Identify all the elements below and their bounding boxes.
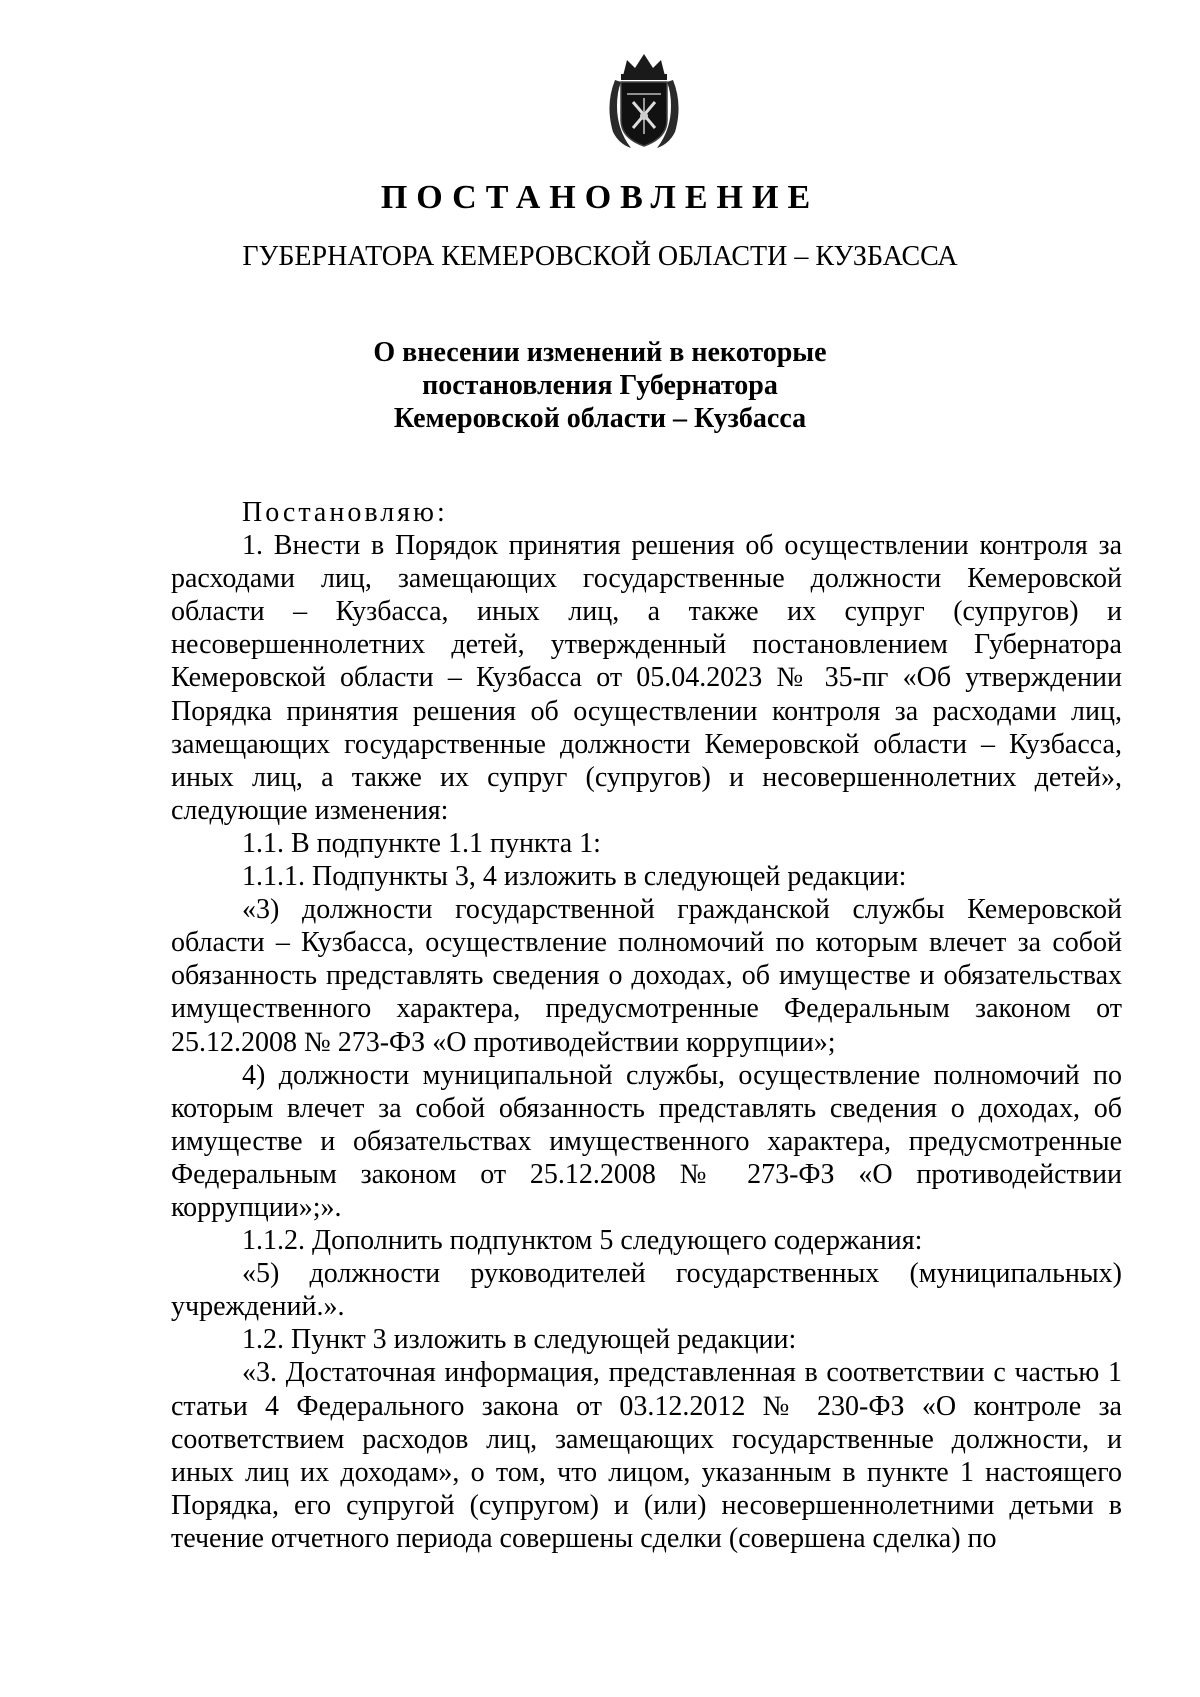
document-title: ПОСТАНОВЛЕНИЕ xyxy=(380,179,820,216)
heading-line: Кемеровской области – Кузбасса xyxy=(393,403,807,434)
document-subtitle: ГУБЕРНАТОРА КЕМЕРОВСКОЙ ОБЛАСТИ – КУЗБАССА xyxy=(242,241,958,272)
body-paragraph: Постановляю: xyxy=(242,497,448,528)
document-heading xyxy=(0,336,1200,435)
heading-line: О внесении изменений в некоторые xyxy=(373,337,827,368)
body-paragraph: 1.1.2. Дополнить подпунктом 5 следующего содержания: xyxy=(242,1225,923,1257)
body-paragraph: «5) должности руководителей государственных (муниципальных) учреждений.». xyxy=(171,1258,1122,1323)
body-paragraph: 1. Внести в Порядок принятия решения об осуществлении контроля за расходами лиц, замещающих государственные должности Кемеровской области – Кузбасса, иных лиц, а также их супруг (супругов) и несовершеннолетних детей, утвержденный постановлением Губернатора Кемеровской области – Кузбасса от 05.04.2023 № 35-пг «Об утверждении Порядка принятия решения об осуществлении контроля за расходами лиц, замещающих государственные должности Кемеровской области – Кузбасса, иных лиц, а также их супруг (супругов) и несовершеннолетних детей», следующие изменения: xyxy=(171,530,1122,826)
body-paragraph: 1.2. Пункт 3 изложить в следующей редакции: xyxy=(242,1324,797,1356)
heading-line: постановления Губернатора xyxy=(422,370,778,401)
body-paragraph: «3. Достаточная информация, представленная в соответствии с частью 1 статьи 4 Федерального закона от 03.12.2012 № 230-ФЗ «О контроле за соответствием расходов лиц, замещающих государственные должности, и иных лиц их доходам», о том, что лицом, указанным в пункте 1 настоящего Порядка, его супругой (супругом) и (или) несовершеннолетними детьми в течение отчетного периода совершены сделки (совершена сделка) по xyxy=(171,1357,1122,1554)
body-paragraph: 1.1. В подпункте 1.1 пункта 1: xyxy=(242,827,601,859)
body-paragraph: «3) должности государственной гражданской службы Кемеровской области – Кузбасса, осуществление полномочий по которым влечет за собой обязанность представлять сведения о доходах, об имуществе и обязательствах имущественного характера, предусмотренные Федеральным законом от 25.12.2008 № 273-ФЗ «О противодействии коррупции»; xyxy=(171,894,1122,1058)
coat-of-arms-icon xyxy=(603,50,685,152)
body-paragraph: 1.1.1. Подпункты 3, 4 изложить в следующей редакции: xyxy=(242,861,907,893)
document-body xyxy=(171,496,1122,1555)
body-paragraph: 4) должности муниципальной службы, осуществление полномочий по которым влечет за собой обязанность представлять сведения о доходах, об имуществе и обязательствах имущественного характера, предусмотренные Федеральным законом от 25.12.2008 № 273-ФЗ «О противодействии коррупции»;». xyxy=(171,1059,1122,1223)
